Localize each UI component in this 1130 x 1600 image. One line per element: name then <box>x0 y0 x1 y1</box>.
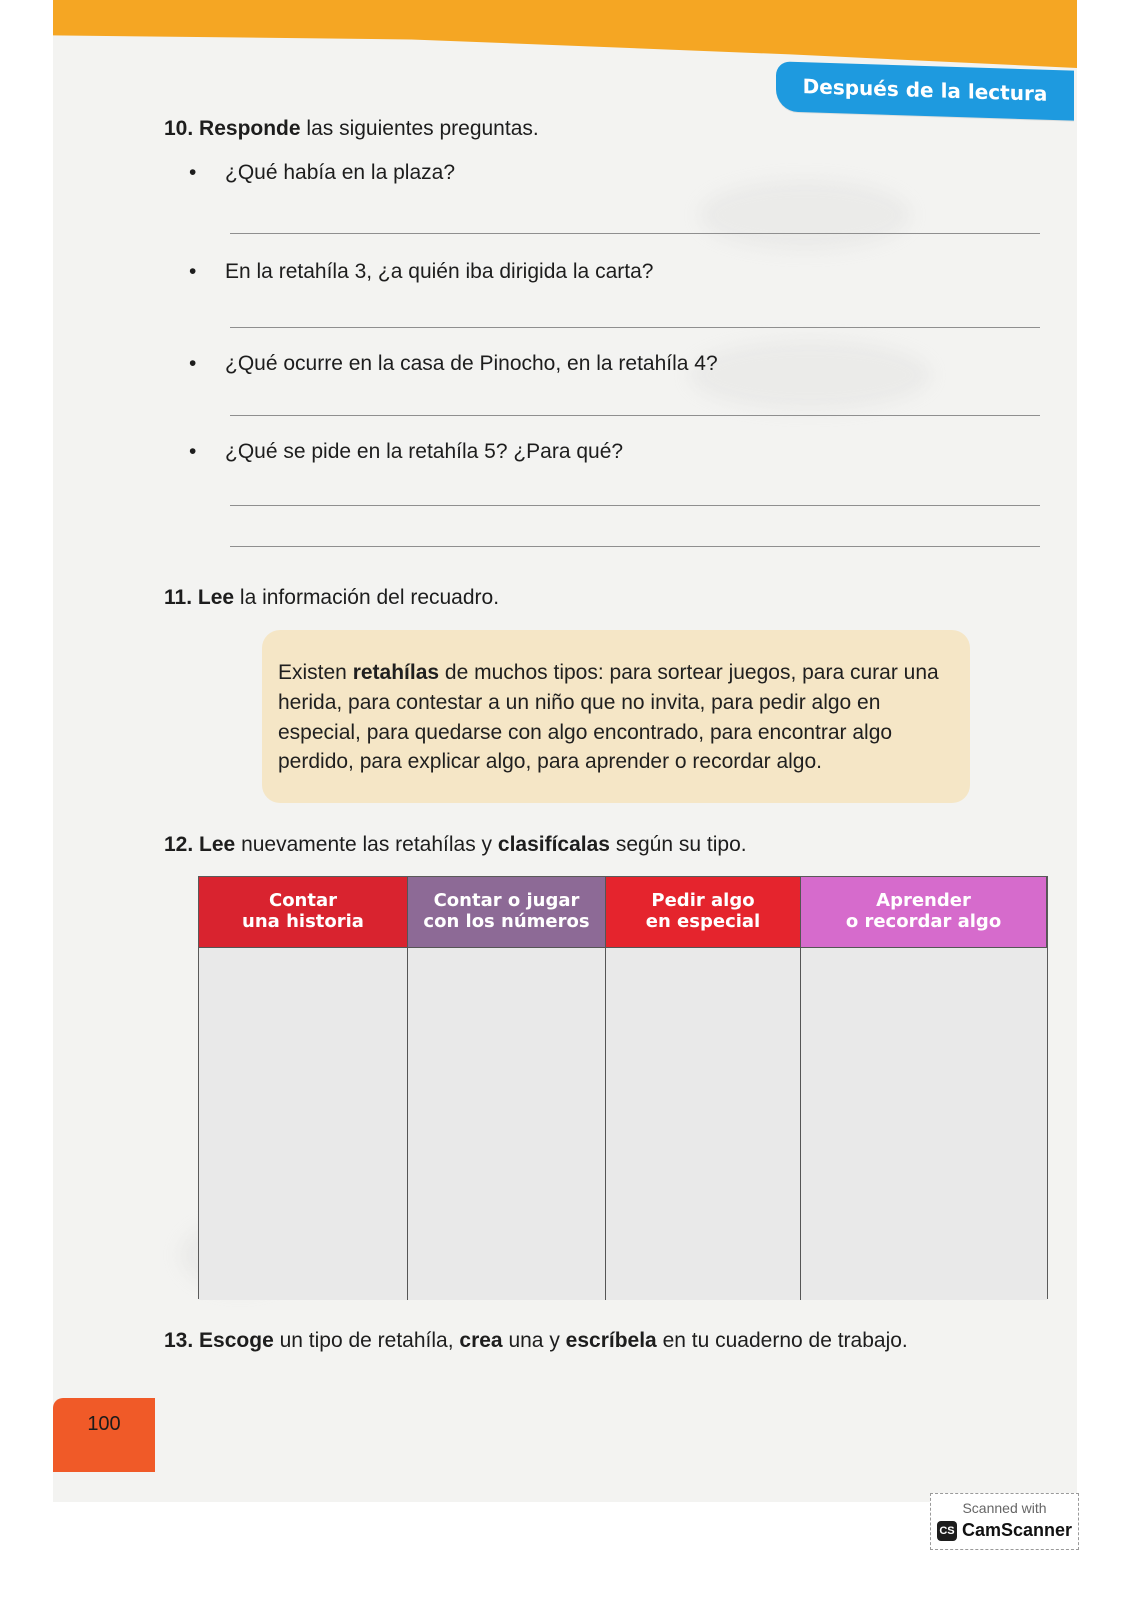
header-line: Aprender <box>876 890 971 912</box>
header-line: Contar <box>268 890 338 912</box>
question-text: un tipo de retahíla, <box>273 1329 460 1352</box>
question-text: la información del recuadro. <box>234 586 500 609</box>
page-number: 100 <box>53 1398 155 1472</box>
info-box <box>262 630 970 803</box>
camscanner-badge <box>930 1493 1079 1550</box>
table-header-3 <box>606 877 801 947</box>
header-line: Contar o jugar <box>433 890 580 912</box>
table-header-2 <box>408 877 606 947</box>
table-header-1 <box>199 877 408 947</box>
header-line: con los números <box>423 911 590 932</box>
question-13 <box>164 1328 908 1353</box>
question-12 <box>164 832 747 857</box>
answer-line <box>230 415 1040 416</box>
paper-shadow <box>690 340 930 410</box>
question-text: según su tipo. <box>609 833 747 856</box>
bullet-text: En la retahíla 3, ¿a quién iba dirigida la carta? <box>225 260 654 283</box>
header-line: o recordar algo <box>845 911 1002 932</box>
question-number: 13. <box>164 1329 194 1352</box>
paper-shadow <box>700 180 910 250</box>
table-cell <box>199 947 408 1300</box>
scan-brand-name: CamScanner <box>961 1520 1073 1540</box>
question-text: las siguientes preguntas. <box>300 117 539 140</box>
question-number: 10. <box>164 117 194 140</box>
question-lead: Lee <box>199 833 236 856</box>
answer-line <box>230 546 1040 547</box>
bullet-text: ¿Qué se pide en la retahíla 5? ¿Para qué? <box>225 440 624 463</box>
question-text: nuevamente las retahílas y <box>235 833 498 856</box>
bullet-text: ¿Qué ocurre en la casa de Pinocho, en la retahíla 4? <box>225 352 718 375</box>
question-10 <box>164 116 539 141</box>
question-lead: Lee <box>197 586 235 609</box>
answer-line <box>230 327 1040 328</box>
answer-line <box>230 505 1040 506</box>
question-bold: escríbela <box>565 1329 657 1352</box>
answer-line <box>230 233 1040 234</box>
question-bold: crea <box>459 1329 503 1352</box>
info-prefix: Existen <box>278 661 353 684</box>
question-10-item-3 <box>193 351 718 376</box>
bullet-text: ¿Qué había en la plaza? <box>225 161 455 184</box>
question-text: una y <box>502 1329 566 1352</box>
question-lead: Escoge <box>199 1329 274 1352</box>
question-number: 12. <box>164 833 194 856</box>
header-line: una historia <box>242 911 364 932</box>
info-bold: retahílas <box>352 661 440 684</box>
question-11 <box>164 585 499 610</box>
question-text: en tu cuaderno de trabajo. <box>656 1329 908 1352</box>
scan-brand <box>931 1520 1078 1541</box>
header-line: Pedir algo <box>651 890 755 912</box>
section-tab: Después de la lectura <box>776 61 1074 120</box>
question-10-item-4 <box>193 439 623 464</box>
table-cell <box>801 947 1047 1300</box>
question-lead: Responde <box>199 117 301 140</box>
table-cell <box>408 947 606 1300</box>
header-line: en especial <box>645 911 761 932</box>
question-bold: clasifícalas <box>497 833 610 856</box>
question-10-item-1 <box>193 160 455 185</box>
question-10-item-2 <box>193 259 653 284</box>
table-header-4 <box>801 877 1047 947</box>
scan-caption: Scanned with <box>962 1500 1047 1516</box>
table-cell <box>606 947 801 1300</box>
classification-table <box>198 876 1048 1299</box>
info-suffix: de muchos tipos: para sortear juegos, para curar una herida, para contestar a un niño que no invita, para pedir algo en especial, para quedarse con algo encontrado, para encontrar algo perdido, para explicar algo, para aprender o recordar algo. <box>278 661 939 774</box>
camscanner-logo-icon: CS <box>937 1521 957 1541</box>
question-number: 11. <box>164 586 193 609</box>
